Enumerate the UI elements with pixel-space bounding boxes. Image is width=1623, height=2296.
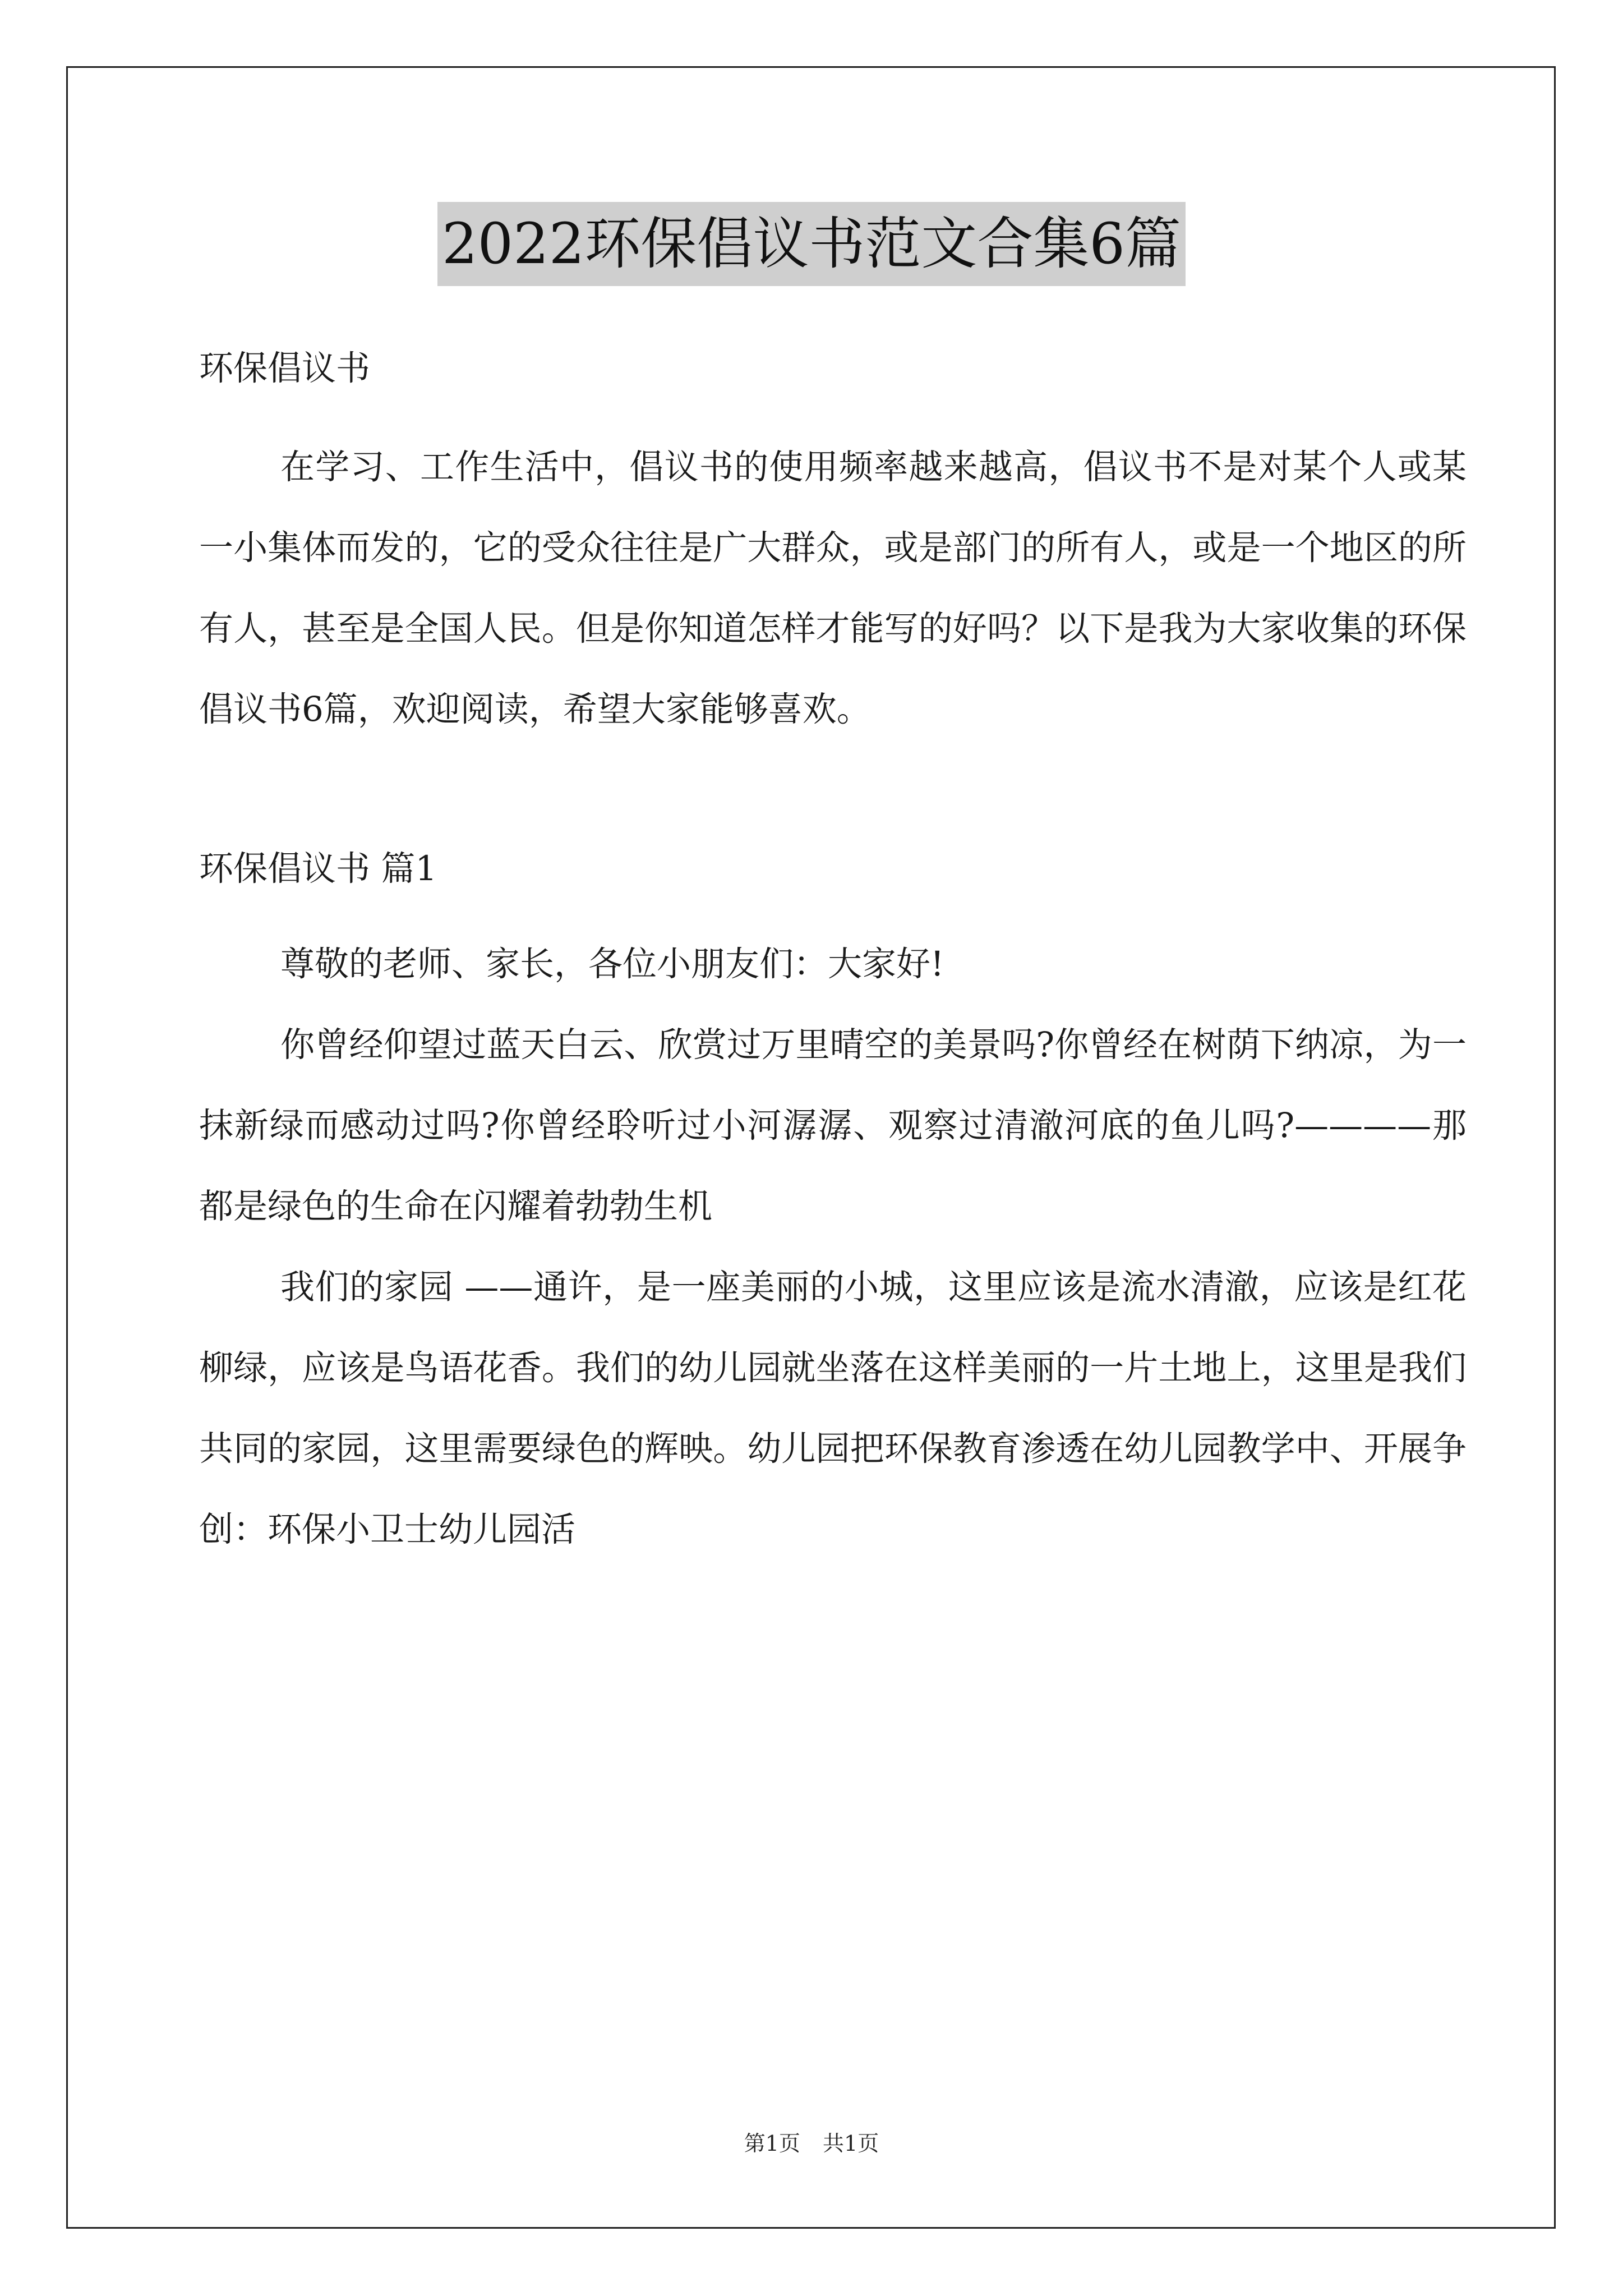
body-paragraph: 你曾经仰望过蓝天白云、欣赏过万里晴空的美景吗?你曾经在树荫下纳凉，为一抹新绿而感动过吗?你曾经聆听过小河潺潺、观察过清澈河底的鱼儿吗?————那都是绿色的生命在闪耀着勃勃生机: [199, 1025, 1467, 1226]
document-title: 2022环保倡议书范文合集6篇: [437, 202, 1186, 286]
intro-paragraph: 在学习、工作生活中，倡议书的使用频率越来越高，倡议书不是对某个人或某一小集体而发的，它的受众往往是广大群众，或是部门的所有人，或是一个地区的所有人，甚至是全国人民。但是你知道怎样才能写的好吗？以下是我为大家收集的环保倡议书6篇，欢迎阅读，希望大家能够喜欢。: [199, 447, 1467, 729]
title-area: [0, 202, 1623, 286]
body-paragraph: 我们的家园 ——通许，是一座美丽的小城，这里应该是流水清澈，应该是红花柳绿，应该是鸟语花香。我们的幼儿园就坐落在这样美丽的一片土地上，这里是我们共同的家园，这里需要绿色的辉映。幼儿园把环保教育渗透在幼儿园教学中、开展争创：环保小卫士幼儿园活: [199, 1267, 1467, 1549]
page-number: 第1页: [744, 2131, 800, 2156]
page-footer: [0, 2126, 1623, 2157]
intro-heading: 环保倡议书: [199, 348, 371, 388]
salutation-paragraph: 尊敬的老师、家长，各位小朋友们：大家好!: [280, 944, 944, 984]
page-total: 共1页: [823, 2131, 879, 2156]
section-heading: 环保倡议书 篇1: [199, 849, 437, 889]
document-body: [199, 328, 1467, 1570]
